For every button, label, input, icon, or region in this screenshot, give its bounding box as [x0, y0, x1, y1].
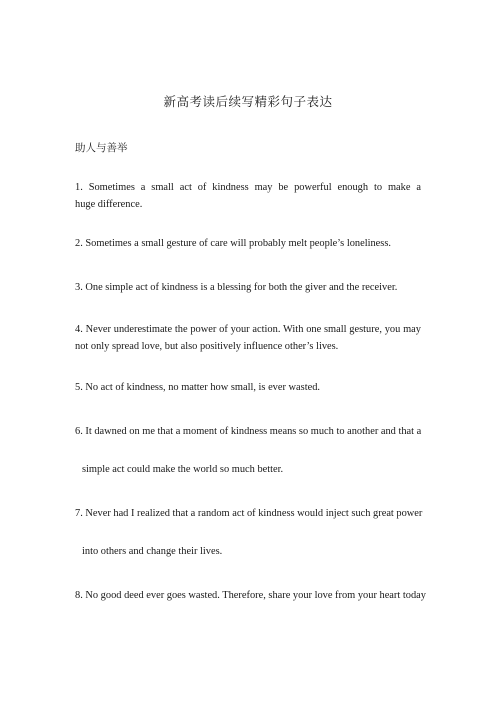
list-item-7-line-2: into others and change their lives.: [82, 546, 223, 557]
list-item-4-line-1: 4. Never underestimate the power of your action. With one small gesture, you may: [75, 324, 421, 335]
list-item-5: 5. No act of kindness, no matter how small, is ever wasted.: [75, 382, 320, 393]
list-item-1-line-1: 1. Sometimes a small act of kindness may be powerful enough to make a: [75, 182, 421, 193]
list-item-6-line-2: simple act could make the world so much better.: [82, 464, 284, 475]
section-heading: 助人与善举: [75, 142, 128, 154]
list-item-3: 3. One simple act of kindness is a blessing for both the giver and the receiver.: [75, 282, 398, 293]
list-item-7-line-1: 7. Never had I realized that a random act of kindness would inject such great power: [75, 508, 423, 519]
list-item-8: 8. No good deed ever goes wasted. Therefore, share your love from your heart today: [75, 590, 426, 601]
list-item-1-line-2: huge difference.: [75, 199, 143, 210]
page-title: 新高考读后续写精彩句子表达: [163, 94, 333, 109]
list-item-2: 2. Sometimes a small gesture of care will probably melt people’s loneliness.: [75, 238, 391, 249]
list-item-4-line-2: not only spread love, but also positively influence other’s lives.: [75, 341, 339, 352]
list-item-6-line-1: 6. It dawned on me that a moment of kindness means so much to another and that a: [75, 426, 422, 437]
